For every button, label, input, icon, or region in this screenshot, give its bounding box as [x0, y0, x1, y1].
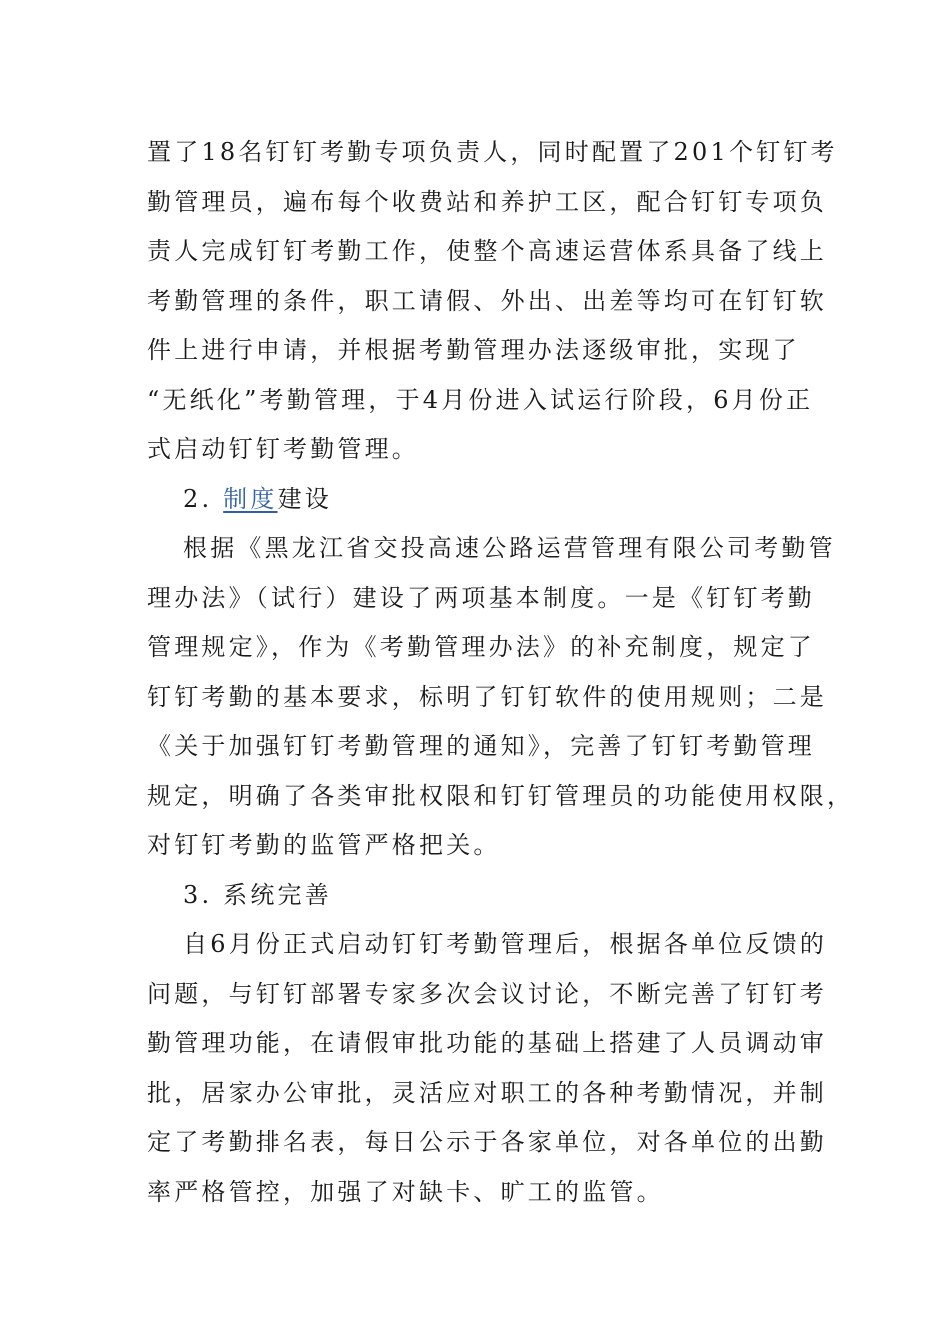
paragraph-3-line: 定了考勤排名表，每日公示于各家单位，对各单位的出勤: [147, 1128, 827, 1156]
paragraph-2-line: 理办法》（试行）建设了两项基本制度。一是《钉钉考勤: [147, 583, 815, 612]
paragraph-2-line: 对钉钉考勤的监管严格把关。: [147, 831, 501, 859]
paragraph-2-line: 钉钉考勤的基本要求，标明了钉钉软件的使用规则；二是: [147, 682, 827, 711]
paragraph-3-line: 批，居家办公审批，灵活应对职工的各种考勤情况，并制: [147, 1078, 827, 1107]
paragraph-2-line: 管理规定》，作为《考勤管理办法》的补充制度，规定了: [147, 633, 815, 661]
paragraph-1-line: 勤管理员，遍布每个收费站和养护工区，配合钉钉专项负: [147, 187, 827, 216]
paragraph-1-line: 考勤管理的条件，职工请假、外出、出差等均可在钉钉软: [147, 286, 827, 315]
paragraph-3-line: 问题，与钉钉部署专家多次会议讨论，不断完善了钉钉考: [147, 979, 827, 1008]
document-body: [147, 128, 855, 1217]
paragraph-1-line: 件上进行申请，并根据考勤管理办法逐级审批，实现了: [147, 336, 800, 364]
paragraph-3-line: 自6月份正式启动钉钉考勤管理后，根据各单位反馈的: [183, 930, 828, 958]
paragraph-3-line: 率严格管控，加强了对缺卡、旷工的监管。: [147, 1177, 664, 1206]
paragraph-1-line: 责人完成钉钉考勤工作，使整个高速运营体系具备了线上: [147, 237, 827, 265]
paragraph-1-line: 置了18名钉钉考勤专项负责人，同时配置了201个钉钉考: [147, 138, 838, 166]
paragraph-2-line: 《关于加强钉钉考勤管理的通知》，完善了钉钉考勤管理: [147, 732, 815, 760]
section-heading-2: [147, 475, 807, 525]
paragraph-2-line: 根据《黑龙江省交投高速公路运营管理有限公司考勤管: [183, 534, 836, 562]
paragraph-3-line: 勤管理功能，在请假审批功能的基础上搭建了人员调动审: [147, 1029, 827, 1057]
section-heading-3: 3. 系统完善: [183, 880, 332, 909]
system-link[interactable]: 制度: [223, 484, 278, 513]
paragraph-1-line: 式启动钉钉考勤管理。: [147, 435, 419, 463]
section-number: 2.: [183, 484, 213, 513]
paragraph-1-line: “无纸化”考勤管理，于4月份进入试运行阶段，6月份正: [147, 385, 814, 414]
paragraph-2-line: 规定，明确了各类审批权限和钉钉管理员的功能使用权限，: [147, 781, 855, 810]
section-heading-rest: 建设: [277, 484, 332, 513]
